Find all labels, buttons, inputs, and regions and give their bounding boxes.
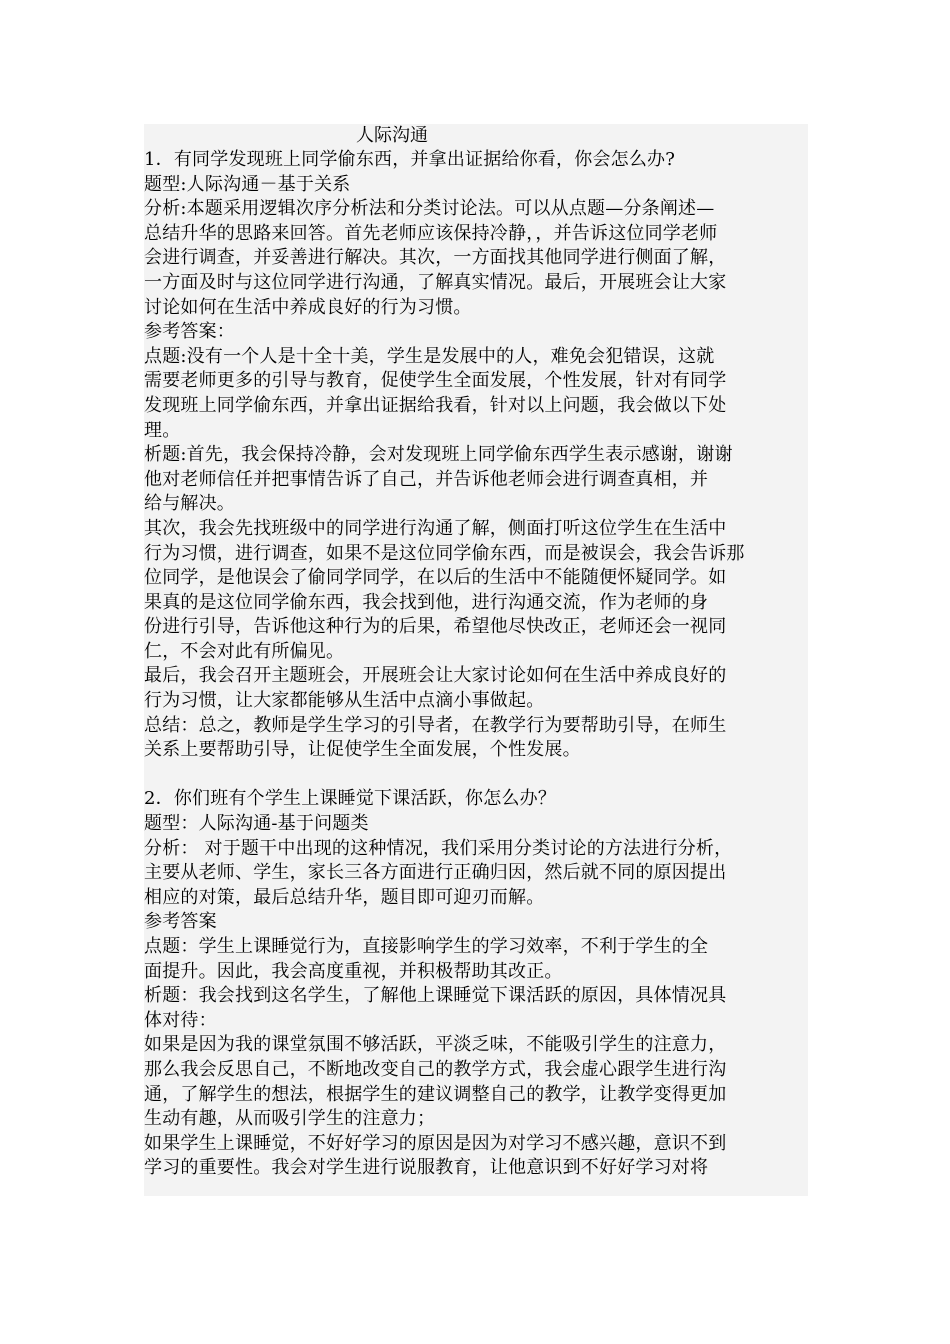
text-line: 题型：人际沟通-基于问题类 — [144, 813, 369, 835]
text-line: 主要从老师、学生，家长三各方面进行正确归因，然后就不同的原因提出 — [144, 862, 727, 884]
text-line: 2．你们班有个学生上课睡觉下课活跃，你怎么办？ — [144, 788, 557, 810]
document-title: 人际沟通 — [356, 125, 428, 146]
text-line: 析题:首先，我会保持冷静，会对发现班上同学偷东西学生表示感谢，谢谢 — [144, 444, 733, 466]
document-text-block — [144, 124, 808, 1196]
text-line: 果真的是这位同学偷东西，我会找到他，进行沟通交流，作为老师的身 — [144, 591, 709, 613]
text-line: 份进行引导，告诉他这种行为的后果，希望他尽快改正，老师还会一视同 — [144, 616, 727, 638]
text-line: 点题：学生上课睡觉行为，直接影响学生的学习效率，不利于学生的全 — [144, 936, 709, 957]
text-line: 仁，不会对此有所偏见。 — [144, 640, 345, 662]
text-line: 会进行调查，并妥善进行解决。其次，一方面找其他同学进行侧面了解， — [144, 247, 727, 269]
text-line: 分析： 对于题干中出现的这种情况，我们采用分类讨论的方法进行分析， — [144, 837, 733, 859]
text-line: 通，了解学生的想法，根据学生的建议调整自己的教学，让教学变得更加 — [144, 1083, 727, 1105]
document-body — [144, 148, 808, 1181]
text-line: 题型:人际沟通－基于关系 — [144, 173, 351, 195]
text-line: 需要老师更多的引导与教育，促使学生全面发展，个性发展，针对有同学 — [144, 370, 727, 392]
text-line: 关系上要帮助引导，让促使学生全面发展，个性发展。 — [144, 739, 581, 761]
text-line: 发现班上同学偷东西，并拿出证据给我看，针对以上问题，我会做以下处 — [144, 394, 727, 416]
text-line: 析题：我会找到这名学生，了解他上课睡觉下课活跃的原因，具体情况具 — [144, 985, 727, 1007]
text-line: 点题:没有一个人是十全十美，学生是发展中的人，难免会犯错误，这就 — [144, 345, 715, 367]
text-line: 体对待： — [144, 1009, 217, 1031]
text-line: 生动有趣，从而吸引学生的注意力； — [144, 1108, 436, 1130]
text-line: 1．有同学发现班上同学偷东西，并拿出证据给你看，你会怎么办? — [144, 149, 676, 170]
text-line: 行为习惯，进行调查，如果不是这位同学偷东西，而是被误会，我会告诉那 — [144, 542, 745, 564]
text-line: 总结：总之，教师是学生学习的引导者，在教学行为要帮助引导，在师生 — [144, 714, 727, 736]
text-line: 他对老师信任并把事情告诉了自己，并告诉他老师会进行调查真相，并 — [144, 468, 709, 490]
text-line: 相应的对策，最后总结升华，题目即可迎刃而解。 — [144, 886, 545, 908]
text-line: 总结升华的思路来回答。首先老师应该保持冷静，，并告诉这位同学老师 — [144, 222, 718, 244]
text-line: 最后，我会召开主题班会，开展班会让大家讨论如何在生活中养成良好的 — [144, 665, 727, 687]
text-line: 给与解决。 — [144, 493, 235, 515]
text-line: 那么我会反思自己，不断地改变自己的教学方式，我会虚心跟学生进行沟 — [144, 1058, 727, 1080]
text-line: 面提升。因此，我会高度重视，并积极帮助其改正。 — [144, 960, 563, 982]
text-line: 参考答案： — [144, 321, 235, 343]
text-line: 理。 — [144, 419, 181, 441]
text-line: 参考答案 — [144, 911, 217, 933]
text-line: 如果学生上课睡觉，不好好学习的原因是因为对学习不感兴趣，意识不到 — [144, 1132, 727, 1154]
blank-line — [144, 763, 808, 788]
text-line: 行为习惯，让大家都能够从生活中点滴小事做起。 — [144, 690, 545, 712]
text-line: 如果是因为我的课堂氛围不够活跃，平淡乏味，不能吸引学生的注意力， — [144, 1034, 727, 1056]
text-line: 学习的重要性。我会对学生进行说服教育，让他意识到不好好学习对将 — [144, 1157, 709, 1179]
text-line: 位同学，是他误会了偷同学同学，在以后的生活中不能随便怀疑同学。如 — [144, 567, 727, 589]
text-line: 一方面及时与这位同学进行沟通，了解真实情况。最后，开展班会让大家 — [144, 271, 727, 293]
text-line: 讨论如何在生活中养成良好的行为习惯。 — [144, 296, 472, 318]
text-line: 分析:本题采用逻辑次序分析法和分类讨论法。可以从点题—分条阐述— — [144, 198, 715, 220]
text-line: 其次，我会先找班级中的同学进行沟通了解，侧面打听这位学生在生活中 — [144, 517, 727, 539]
